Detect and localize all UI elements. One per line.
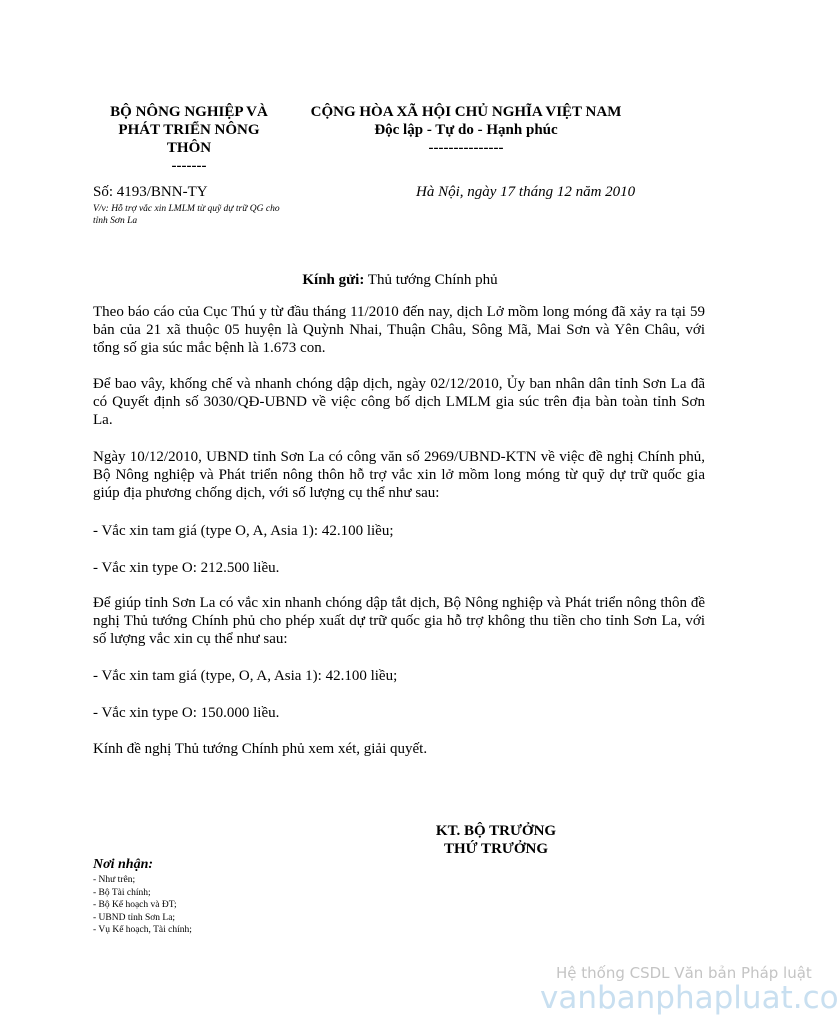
recipient-line: [0, 272, 800, 289]
closing-request: Kính đề nghị Thủ tướng Chính phủ xem xét, giải quyết.: [93, 741, 428, 757]
recipients-list-item: - Bộ Kế hoạch và ĐT;: [93, 900, 177, 910]
nation-title: CỘNG HÒA XÃ HỘI CHỦ NGHĨA VIỆT NAM: [310, 104, 622, 120]
body-paragraph-1: Theo báo cáo của Cục Thú y từ đầu tháng 11/2010 đến nay, dịch Lở mồm long móng đã xảy ra tại 59 bản của 21 xã thuộc 05 huyện là Quỳnh Nhai, Thuận Châu, Sông Mã, Mai Sơn và Yên Châu, với tổng số gia súc mắc bệnh là 1.673 con.: [93, 304, 705, 356]
agency-name-line-2: PHÁT TRIỂN NÔNG: [118, 122, 260, 138]
recipient-name: Thủ tướng Chính phủ: [364, 272, 498, 288]
signature-title-1: KT. BỘ TRƯỞNG: [435, 823, 557, 839]
recipients-list: [93, 874, 192, 937]
recipients-list-item: - Bộ Tài chính;: [93, 887, 151, 898]
watermark-caption: Hệ thống CSDL Văn bản Pháp luật: [556, 964, 812, 982]
recipients-list-item: - Như trên;: [93, 875, 136, 885]
request-item-2: - Vắc xin type O: 212.500 liều.: [93, 560, 280, 576]
signature-title-2: THỨ TRƯỞNG: [443, 841, 549, 857]
body-paragraph-4: Để giúp tỉnh Sơn La có vắc xin nhanh chóng dập tắt dịch, Bộ Nông nghiệp và Phát triển nông thôn đề nghị Thủ tướng Chính phủ cho phép xuất dự trữ quốc gia hỗ trợ không thu tiền cho tỉnh Sơn La, với số lượng vắc xin cụ thể như sau:: [93, 595, 705, 647]
national-header-block: [292, 103, 640, 157]
national-motto: Độc lập - Tự do - Hạnh phúc: [374, 122, 558, 138]
document-number: Số: 4193/BNN-TY: [93, 184, 208, 200]
proposal-item-1: - Vắc xin tam giá (type, O, A, Asia 1): 42.100 liều;: [93, 668, 398, 684]
body-paragraph-2: Để bao vây, khống chế và nhanh chóng dập dịch, ngày 02/12/2010, Ủy ban nhân dân tỉnh Sơn La đã có Quyết định số 3030/QĐ-UBND về việc công bố dịch LMLM gia súc trên địa bàn toàn tỉnh Sơn La.: [93, 376, 705, 428]
recipient-label: Kính gửi:: [302, 272, 365, 288]
motto-divider: ---------------: [428, 140, 504, 156]
request-item-1: - Vắc xin tam giá (type O, A, Asia 1): 42.100 liều;: [93, 523, 394, 539]
document-subject: V/v: Hỗ trợ vắc xin LMLM từ quỹ dự trữ QG cho tỉnh Sơn La: [93, 204, 280, 226]
recipients-list-item: - UBND tỉnh Sơn La;: [93, 912, 176, 923]
issuing-agency-block: [84, 103, 294, 175]
signature-block: [412, 822, 580, 858]
recipients-list-title: Nơi nhận:: [93, 857, 154, 872]
agency-name-line-1: BỘ NÔNG NGHIỆP VÀ: [110, 104, 268, 120]
agency-divider: -------: [171, 158, 207, 174]
recipients-list-item: - Vụ Kế hoạch, Tài chính;: [93, 925, 192, 935]
agency-name-line-3: THÔN: [166, 140, 212, 156]
place-and-date: Hà Nội, ngày 17 tháng 12 năm 2010: [416, 184, 636, 200]
watermark-site-name: vanbanphapluat.co: [540, 980, 839, 1016]
body-paragraph-3: Ngày 10/12/2010, UBND tỉnh Sơn La có công văn số 2969/UBND-KTN về việc đề nghị Chính phủ, Bộ Nông nghiệp và Phát triển nông thôn hỗ trợ vắc xin lở mồm long móng từ quỹ dự trữ quốc gia giúp địa phương chống dịch, với số lượng cụ thể như sau:: [93, 449, 705, 501]
proposal-item-2: - Vắc xin type O: 150.000 liều.: [93, 705, 280, 721]
